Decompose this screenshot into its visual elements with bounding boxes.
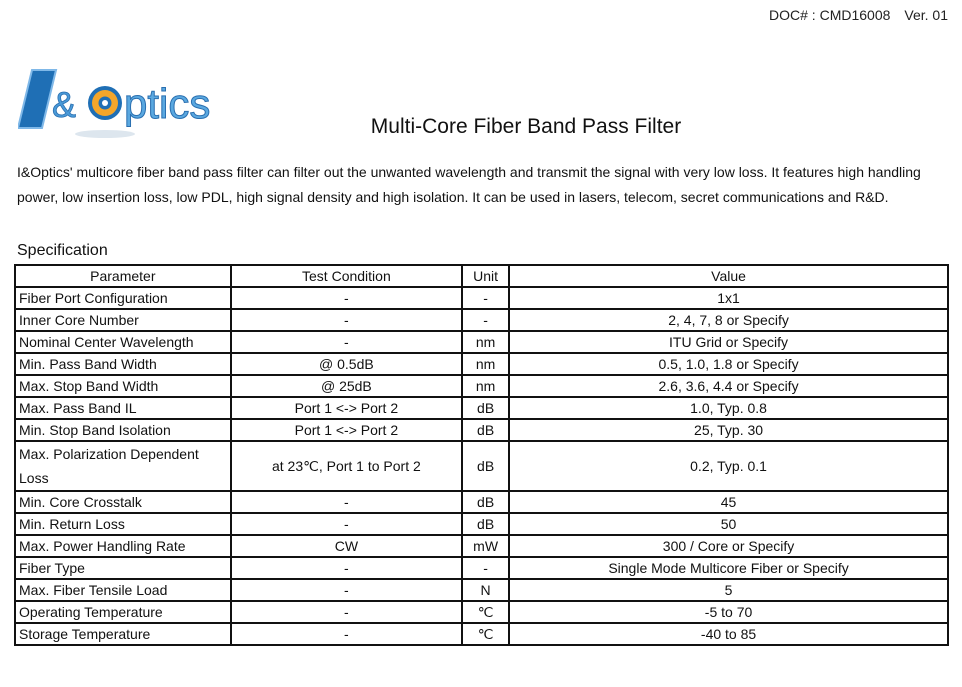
parameter-cell: Inner Core Number: [15, 309, 231, 331]
column-header-parameter: Parameter: [15, 265, 231, 287]
parameter-cell: Operating Temperature: [15, 601, 231, 623]
parameter-cell: Nominal Center Wavelength: [15, 331, 231, 353]
table-row: [15, 353, 948, 375]
test-condition-cell: at 23℃, Port 1 to Port 2: [231, 441, 463, 491]
table-row: [15, 513, 948, 535]
unit-cell: N: [462, 579, 509, 601]
table-row: [15, 623, 948, 645]
column-header-test-condition: Test Condition: [231, 265, 463, 287]
unit-cell: nm: [462, 375, 509, 397]
svg-text:ptics: ptics: [124, 80, 211, 127]
column-header-unit: Unit: [462, 265, 509, 287]
test-condition-cell: -: [231, 557, 463, 579]
value-cell: 300 / Core or Specify: [509, 535, 948, 557]
parameter-cell: Min. Core Crosstalk: [15, 491, 231, 513]
unit-cell: dB: [462, 419, 509, 441]
value-cell: 2, 4, 7, 8 or Specify: [509, 309, 948, 331]
document-number: [769, 7, 948, 23]
parameter-cell: Max. Fiber Tensile Load: [15, 579, 231, 601]
unit-cell: ℃: [462, 623, 509, 645]
unit-cell: -: [462, 557, 509, 579]
specification-table: [14, 264, 949, 646]
value-cell: 50: [509, 513, 948, 535]
table-row: [15, 535, 948, 557]
parameter-cell: Max. Pass Band IL: [15, 397, 231, 419]
column-header-value: Value: [509, 265, 948, 287]
parameter-cell: Min. Return Loss: [15, 513, 231, 535]
value-cell: Single Mode Multicore Fiber or Specify: [509, 557, 948, 579]
table-row: [15, 419, 948, 441]
table-header-row: [15, 265, 948, 287]
test-condition-cell: -: [231, 623, 463, 645]
specification-heading: Specification: [17, 242, 108, 259]
test-condition-cell: -: [231, 601, 463, 623]
unit-cell: ℃: [462, 601, 509, 623]
value-cell: 25, Typ. 30: [509, 419, 948, 441]
table-row: [15, 601, 948, 623]
test-condition-cell: CW: [231, 535, 463, 557]
test-condition-cell: -: [231, 513, 463, 535]
page-title: Multi-Core Fiber Band Pass Filter: [370, 115, 682, 138]
value-cell: 1x1: [509, 287, 948, 309]
parameter-cell: Max. Stop Band Width: [15, 375, 231, 397]
unit-cell: nm: [462, 331, 509, 353]
test-condition-cell: -: [231, 287, 463, 309]
test-condition-cell: -: [231, 579, 463, 601]
value-cell: 1.0, Typ. 0.8: [509, 397, 948, 419]
test-condition-cell: -: [231, 491, 463, 513]
parameter-cell: Storage Temperature: [15, 623, 231, 645]
value-cell: 0.2, Typ. 0.1: [509, 441, 948, 491]
table-row: [15, 331, 948, 353]
unit-cell: -: [462, 309, 509, 331]
unit-cell: dB: [462, 513, 509, 535]
value-cell: 0.5, 1.0, 1.8 or Specify: [509, 353, 948, 375]
unit-cell: dB: [462, 441, 509, 491]
doc-number-text: DOC# : CMD16008: [769, 7, 891, 23]
test-condition-cell: Port 1 <-> Port 2: [231, 397, 463, 419]
unit-cell: dB: [462, 397, 509, 419]
value-cell: 2.6, 3.6, 4.4 or Specify: [509, 375, 948, 397]
table-row: [15, 557, 948, 579]
product-description: I&Optics' multicore fiber band pass filter can filter out the unwanted wavelength and transmit the signal with very low loss. It features high handling power, low insertion loss, low PDL, high signal density and high isolation. It can be used in lasers, telecom, secret communications and R&D.: [17, 164, 921, 205]
parameter-cell: Fiber Port Configuration: [15, 287, 231, 309]
table-row: [15, 397, 948, 419]
table-row: [15, 579, 948, 601]
test-condition-cell: -: [231, 309, 463, 331]
specification-rows: [15, 287, 948, 645]
unit-cell: -: [462, 287, 509, 309]
value-cell: 5: [509, 579, 948, 601]
svg-text:&: &: [52, 84, 77, 125]
test-condition-cell: -: [231, 331, 463, 353]
value-cell: -5 to 70: [509, 601, 948, 623]
parameter-cell: Min. Stop Band Isolation: [15, 419, 231, 441]
unit-cell: dB: [462, 491, 509, 513]
table-row: [15, 309, 948, 331]
value-cell: ITU Grid or Specify: [509, 331, 948, 353]
value-cell: 45: [509, 491, 948, 513]
table-row: [15, 491, 948, 513]
test-condition-cell: @ 0.5dB: [231, 353, 463, 375]
value-cell: -40 to 85: [509, 623, 948, 645]
test-condition-cell: Port 1 <-> Port 2: [231, 419, 463, 441]
parameter-cell: Max. Polarization Dependent Loss: [15, 441, 231, 491]
unit-cell: mW: [462, 535, 509, 557]
table-row: [15, 375, 948, 397]
table-row: [15, 287, 948, 309]
doc-version-text: Ver. 01: [904, 7, 948, 23]
table-row: [15, 441, 948, 491]
parameter-cell: Fiber Type: [15, 557, 231, 579]
unit-cell: nm: [462, 353, 509, 375]
parameter-cell: Min. Pass Band Width: [15, 353, 231, 375]
parameter-cell: Max. Power Handling Rate: [15, 535, 231, 557]
test-condition-cell: @ 25dB: [231, 375, 463, 397]
